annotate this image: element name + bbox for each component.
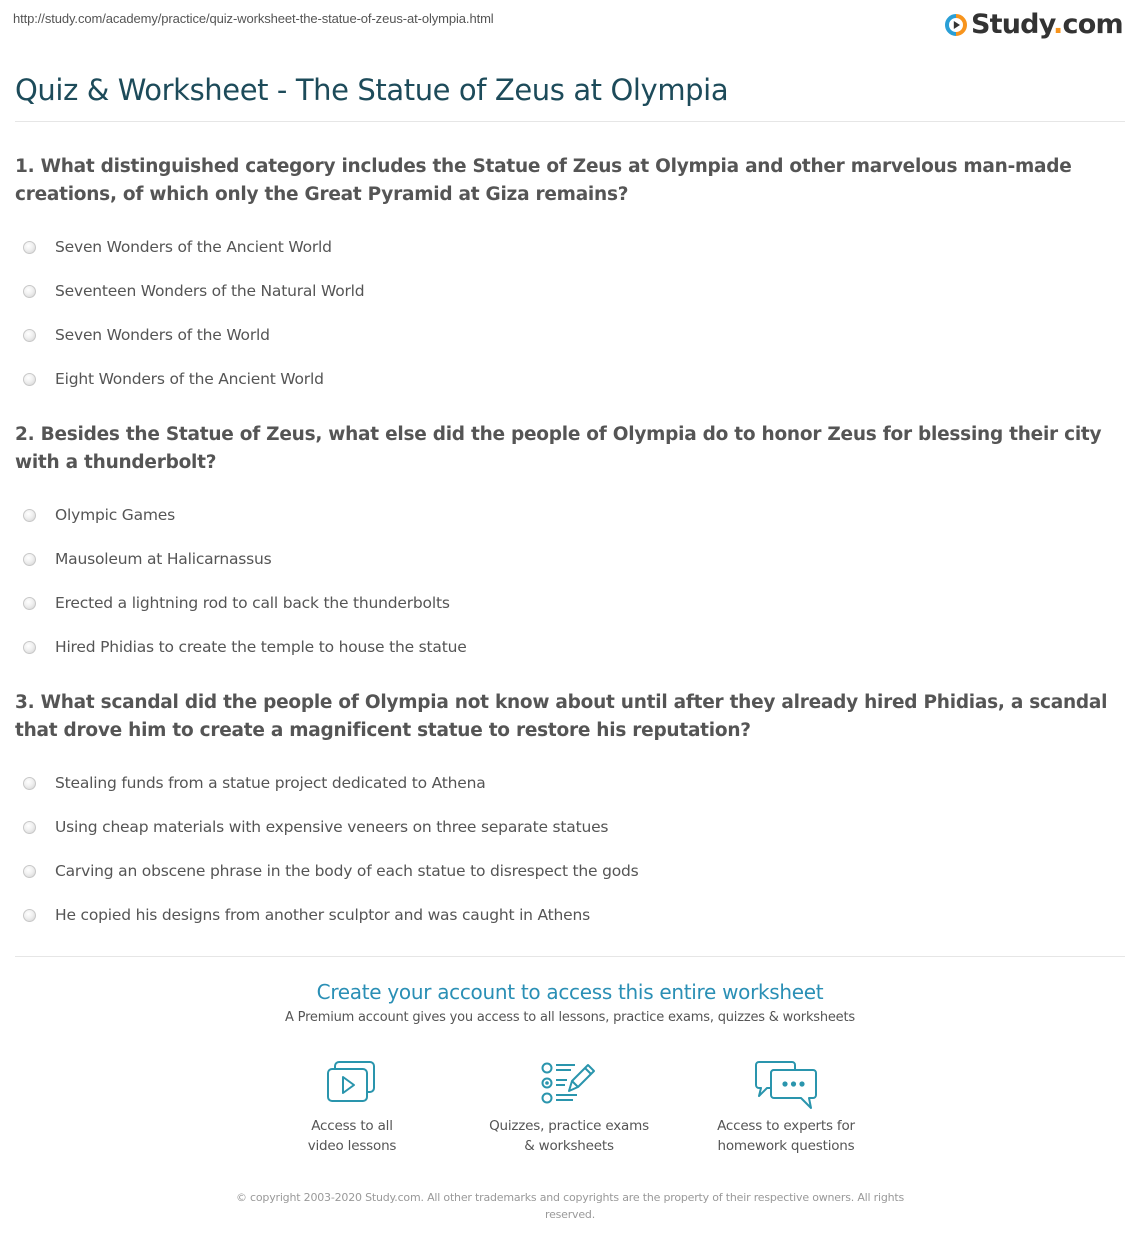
answer-option[interactable] <box>15 537 1127 581</box>
radio-button[interactable] <box>23 509 36 522</box>
answer-list <box>15 761 1127 937</box>
feature-experts <box>686 1060 886 1156</box>
answer-label: Olympic Games <box>55 506 175 524</box>
answer-label: Seventeen Wonders of the Natural World <box>55 282 365 300</box>
logo-text: Study.com <box>971 9 1123 40</box>
question-text: 1. What distinguished category includes the Statue of Zeus at Olympia and other marvelous man-made creations, of which only the Great Pyramid at Giza remains? <box>15 156 1072 205</box>
answer-option[interactable] <box>15 805 1127 849</box>
cta-subtitle: A Premium account gives you access to all lessons, practice exams, quizzes & worksheets <box>285 1010 855 1025</box>
answer-list <box>15 493 1127 669</box>
radio-button[interactable] <box>23 641 36 654</box>
answer-label: Using cheap materials with expensive veneers on three separate statues <box>55 818 609 836</box>
chat-bubbles-icon <box>754 1060 818 1112</box>
answer-label: Eight Wonders of the Ancient World <box>55 370 324 388</box>
radio-button[interactable] <box>23 241 36 254</box>
feature-label: Access to experts for homework questions <box>717 1118 855 1154</box>
copyright-notice: © copyright 2003-2020 Study.com. All other trademarks and copyrights are the property of their respective owners. All rights reserved. <box>235 1191 905 1221</box>
radio-button[interactable] <box>23 865 36 878</box>
study-logo[interactable] <box>945 9 1123 41</box>
question-text: 2. Besides the Statue of Zeus, what else did the people of Olympia do to honor Zeus for blessing their city with a thunderbolt? <box>15 424 1102 473</box>
answer-option[interactable] <box>15 225 1127 269</box>
feature-label: Access to all video lessons <box>307 1118 397 1154</box>
feature-label: Quizzes, practice exams & worksheets <box>489 1118 649 1154</box>
radio-button[interactable] <box>23 597 36 610</box>
answer-option[interactable] <box>15 761 1127 805</box>
question-1 <box>15 153 1127 401</box>
radio-button[interactable] <box>23 777 36 790</box>
video-lessons-icon <box>326 1060 378 1104</box>
answer-option[interactable] <box>15 269 1127 313</box>
answer-option[interactable] <box>15 493 1127 537</box>
quiz-checklist-icon <box>541 1060 597 1104</box>
answer-option[interactable] <box>15 357 1127 401</box>
feature-quizzes <box>469 1060 669 1156</box>
cta-title-link[interactable]: Create your account to access this entire worksheet <box>316 980 824 1004</box>
title-divider <box>15 121 1125 122</box>
answer-option[interactable] <box>15 581 1127 625</box>
radio-button[interactable] <box>23 285 36 298</box>
radio-button[interactable] <box>23 909 36 922</box>
answer-option[interactable] <box>15 849 1127 893</box>
question-text: 3. What scandal did the people of Olympia not know about until after they already hired Phidias, a scandal that drove him to create a magnificent statue to restore his reputation? <box>15 692 1108 741</box>
answer-label: Mausoleum at Halicarnassus <box>55 550 272 568</box>
answer-option[interactable] <box>15 893 1127 937</box>
question-3 <box>15 689 1127 937</box>
answer-label: Stealing funds from a statue project dedicated to Athena <box>55 774 486 792</box>
answer-label: Seven Wonders of the Ancient World <box>55 238 332 256</box>
radio-button[interactable] <box>23 373 36 386</box>
signup-cta <box>0 980 1140 1025</box>
answer-option[interactable] <box>15 313 1127 357</box>
answer-label: Seven Wonders of the World <box>55 326 270 344</box>
radio-button[interactable] <box>23 821 36 834</box>
radio-button[interactable] <box>23 329 36 342</box>
radio-button[interactable] <box>23 553 36 566</box>
question-2 <box>15 421 1127 669</box>
answer-label: Carving an obscene phrase in the body of each statue to disrespect the gods <box>55 862 639 880</box>
answer-label: Hired Phidias to create the temple to house the statue <box>55 638 467 656</box>
page-url: http://study.com/academy/practice/quiz-worksheet-the-statue-of-zeus-at-olympia.html <box>13 11 494 26</box>
answer-label: Erected a lightning rod to call back the thunderbolts <box>55 594 450 612</box>
quiz-divider <box>15 956 1125 957</box>
play-logo-icon <box>945 14 967 36</box>
answer-label: He copied his designs from another sculptor and was caught in Athens <box>55 906 590 924</box>
answer-option[interactable] <box>15 625 1127 669</box>
answer-list <box>15 225 1127 401</box>
page-title: Quiz & Worksheet - The Statue of Zeus at Olympia <box>15 73 729 107</box>
feature-video-lessons <box>252 1060 452 1156</box>
